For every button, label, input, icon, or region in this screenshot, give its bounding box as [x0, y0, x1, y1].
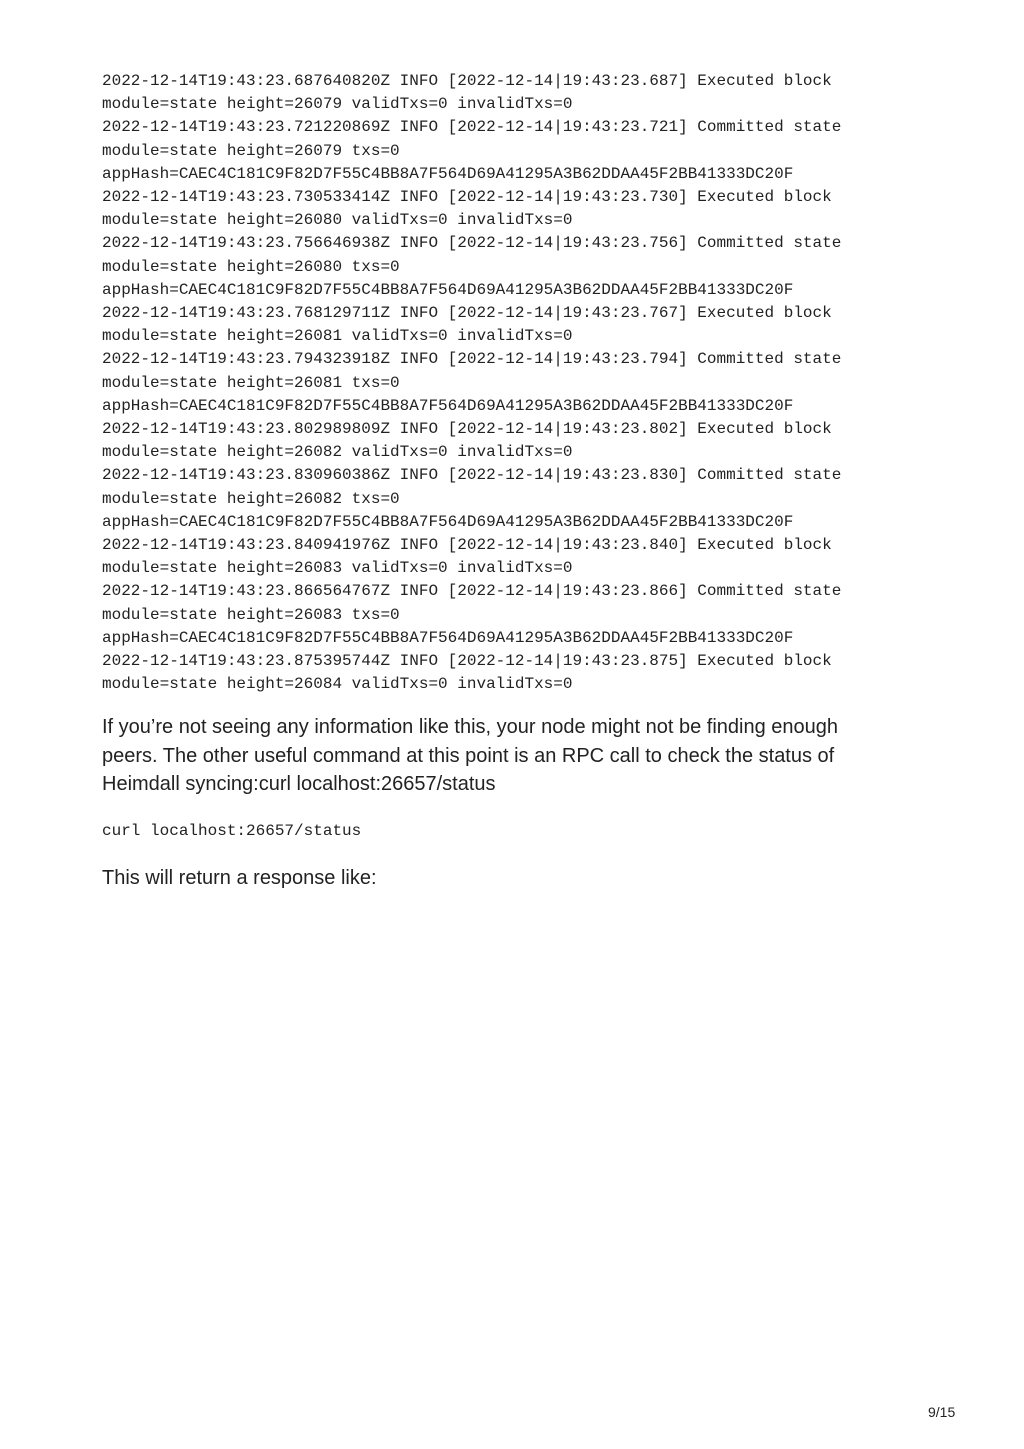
document-content — [102, 70, 982, 892]
log-line: 2022-12-14T19:43:23.802989809Z INFO [2022-12-14|19:43:23.802] Executed block — [102, 420, 832, 439]
body-paragraph: If you’re not seeing any information like this, your node might not be finding enough peers. The other useful command at this point is an RPC call to check the status of Heimdall syncing:curl localhost:26657/status — [102, 716, 839, 796]
log-line: 2022-12-14T19:43:23.768129711Z INFO [2022-12-14|19:43:23.767] Executed block — [102, 304, 832, 323]
log-line: module=state height=26082 validTxs=0 invalidTxs=0 — [102, 443, 573, 462]
log-line: module=state height=26079 validTxs=0 invalidTxs=0 — [102, 95, 573, 114]
log-line: 2022-12-14T19:43:23.866564767Z INFO [2022-12-14|19:43:23.866] Committed state — [102, 582, 842, 601]
log-line: appHash=CAEC4C181C9F82D7F55C4BB8A7F564D69A41295A3B62DDAA45F2BB41333DC20F — [102, 280, 794, 299]
log-line: appHash=CAEC4C181C9F82D7F55C4BB8A7F564D69A41295A3B62DDAA45F2BB41333DC20F — [102, 396, 794, 415]
log-line: module=state height=26080 validTxs=0 invalidTxs=0 — [102, 211, 573, 230]
log-line: 2022-12-14T19:43:23.840941976Z INFO [2022-12-14|19:43:23.840] Executed block — [102, 536, 832, 555]
log-line: 2022-12-14T19:43:23.721220869Z INFO [2022-12-14|19:43:23.721] Committed state — [102, 118, 842, 137]
log-line: 2022-12-14T19:43:23.830960386Z INFO [2022-12-14|19:43:23.830] Committed state — [102, 466, 842, 485]
log-line: 2022-12-14T19:43:23.730533414Z INFO [2022-12-14|19:43:23.730] Executed block — [102, 188, 832, 207]
log-line: appHash=CAEC4C181C9F82D7F55C4BB8A7F564D69A41295A3B62DDAA45F2BB41333DC20F — [102, 512, 794, 531]
log-line: 2022-12-14T19:43:23.794323918Z INFO [2022-12-14|19:43:23.794] Committed state — [102, 350, 842, 369]
log-line: appHash=CAEC4C181C9F82D7F55C4BB8A7F564D69A41295A3B62DDAA45F2BB41333DC20F — [102, 164, 794, 183]
log-line: module=state height=26082 txs=0 — [102, 489, 400, 508]
log-line: 2022-12-14T19:43:23.687640820Z INFO [2022-12-14|19:43:23.687] Executed block — [102, 72, 832, 90]
body-paragraph-response: This will return a response like: — [102, 866, 377, 889]
log-line: appHash=CAEC4C181C9F82D7F55C4BB8A7F564D69A41295A3B62DDAA45F2BB41333DC20F — [102, 628, 794, 647]
log-line: module=state height=26081 txs=0 — [102, 373, 400, 392]
log-line: module=state height=26083 txs=0 — [102, 605, 400, 624]
log-line: module=state height=26083 validTxs=0 invalidTxs=0 — [102, 559, 573, 578]
log-line: 2022-12-14T19:43:23.875395744Z INFO [2022-12-14|19:43:23.875] Executed block — [102, 652, 832, 671]
log-line: module=state height=26081 validTxs=0 invalidTxs=0 — [102, 327, 573, 346]
log-line: module=state height=26080 txs=0 — [102, 257, 400, 276]
log-output-block — [102, 70, 982, 696]
log-line: module=state height=26084 validTxs=0 invalidTxs=0 — [102, 675, 573, 694]
log-line: 2022-12-14T19:43:23.756646938Z INFO [2022-12-14|19:43:23.756] Committed state — [102, 234, 842, 253]
page-number: 9/15 — [928, 1404, 956, 1420]
log-line: module=state height=26079 txs=0 — [102, 141, 400, 160]
code-command: curl localhost:26657/status — [102, 821, 362, 840]
